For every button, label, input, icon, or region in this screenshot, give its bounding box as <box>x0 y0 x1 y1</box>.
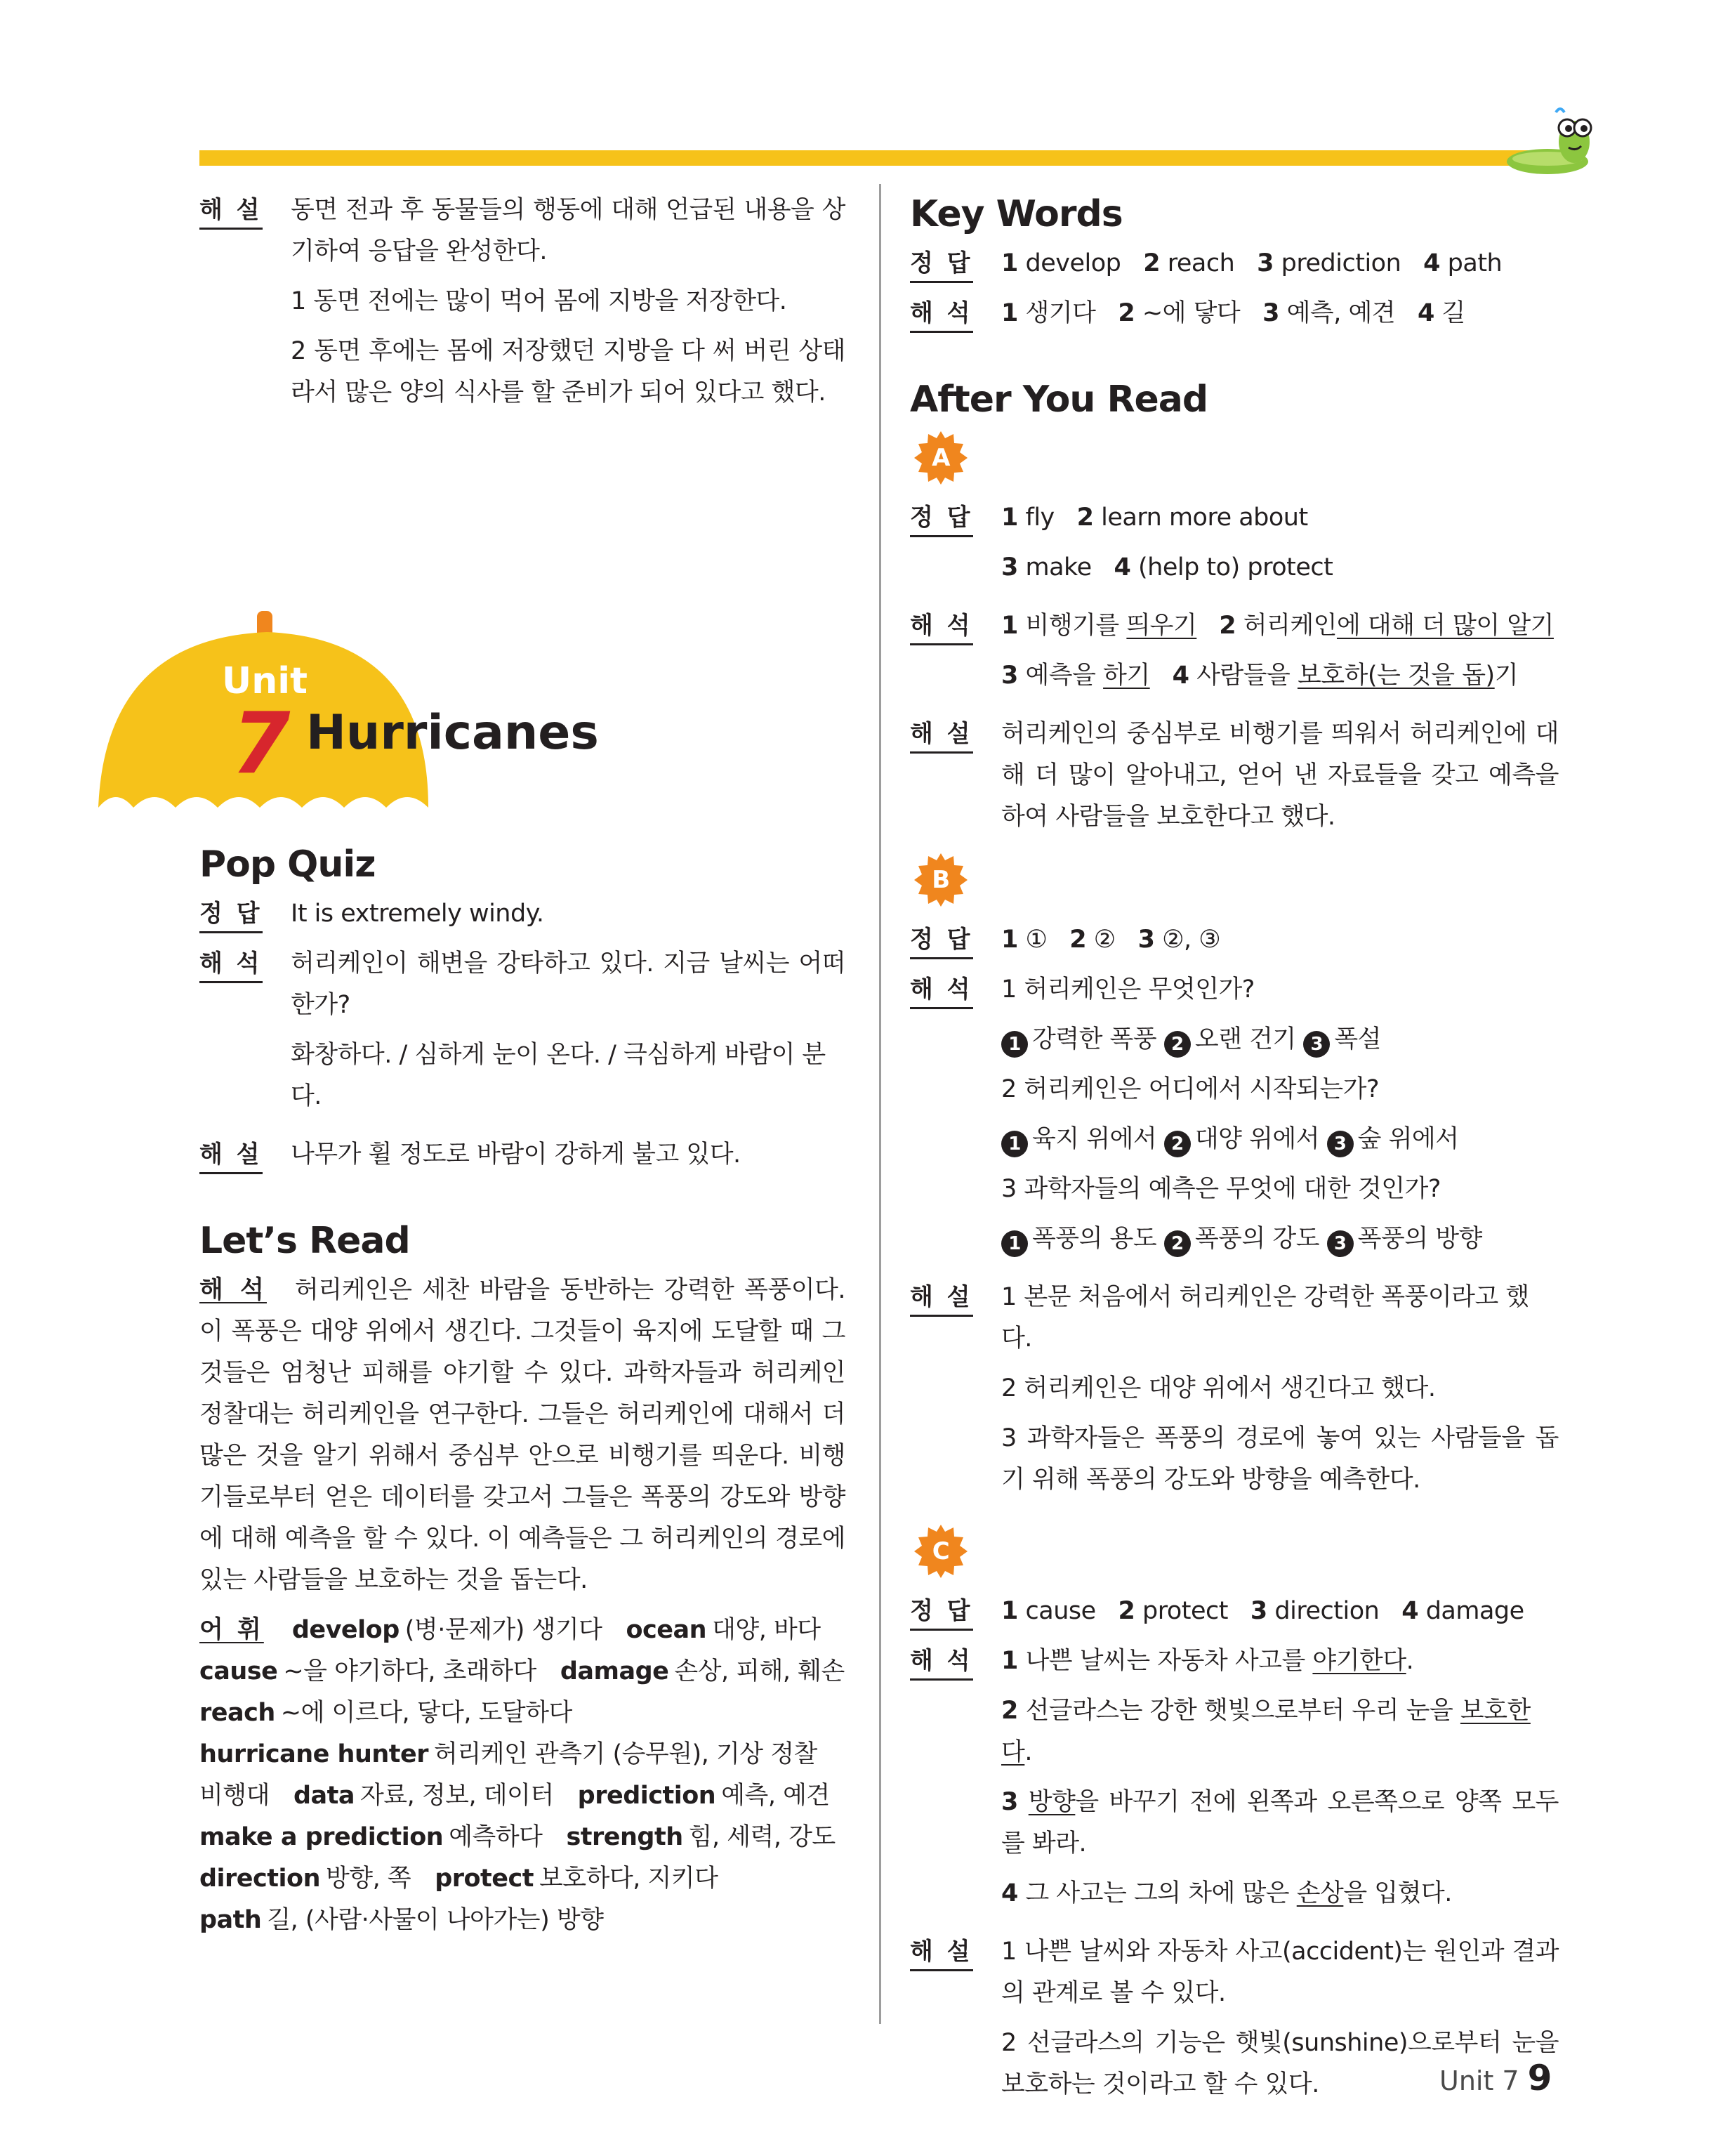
item-number: 1 <box>1001 504 1018 532</box>
vocab-word: direction <box>199 1865 320 1893</box>
item-number: 4 <box>1001 1879 1018 1907</box>
underlined-text: 보호하(는 것을 돕) <box>1297 662 1495 690</box>
underlined-text: 하기 <box>1103 662 1150 690</box>
vocab-meaning: 길, (사람·사물이 나아가는) 방향 <box>267 1906 604 1934</box>
section-c-translation <box>910 1641 1559 1923</box>
item-number: 2 <box>1118 1597 1135 1625</box>
pop-quiz-answer <box>199 893 845 935</box>
item-number: 1 <box>1001 249 1018 277</box>
item-text: 사람들을 <box>1196 662 1298 690</box>
item-number: 1 <box>1001 926 1018 954</box>
answer-list <box>1001 1591 1559 1632</box>
choice-2-icon: 2 <box>1164 1230 1191 1257</box>
vocab-word: cause <box>199 1657 278 1685</box>
label: 해 석 <box>199 1276 267 1304</box>
translation-text: 허리케인이 해변을 강타하고 있다. 지금 날씨는 어떠한가? <box>291 949 845 1019</box>
label: 해 설 <box>910 1281 973 1317</box>
badge-letter: B <box>932 866 950 894</box>
explanation-1: 1 나쁜 날씨와 자동차 사고(accident)는 원인과 결과의 관계로 볼 수 있다. <box>1001 1938 1559 2007</box>
vocab-word: data <box>293 1782 355 1810</box>
item-text: make <box>1025 553 1092 581</box>
item-number: 4 <box>1423 249 1441 277</box>
explanation-text: 나무가 휠 정도로 바람이 강하게 불고 있다. <box>291 1141 741 1169</box>
question-2-options <box>1001 1119 1559 1160</box>
key-words-answer <box>910 243 1559 284</box>
item-number: 3 <box>1001 1788 1018 1816</box>
translation-line <box>1001 655 1559 697</box>
after-you-read-title: After You Read <box>910 379 1208 421</box>
item-number: 3 <box>1250 1597 1267 1625</box>
explanation-2: 2 허리케인은 대양 위에서 생긴다고 했다. <box>1001 1374 1436 1402</box>
key-words-title: Key Words <box>910 193 1123 235</box>
vocab-meaning: ~을 야기하다, 초래하다 <box>283 1657 536 1685</box>
intro-point-2: 2 동면 후에는 몸에 저장했던 지방을 다 써 버린 상태라서 많은 양의 식사를 할 준비가 되어 있다고 했다. <box>291 337 845 407</box>
item-text: 나쁜 날씨는 자동차 사고를 <box>1025 1647 1313 1675</box>
label: 해 석 <box>910 1645 973 1681</box>
item-text: . <box>1024 1738 1032 1766</box>
translation-line <box>1001 1690 1559 1773</box>
choice-2-icon: 2 <box>1164 1131 1191 1157</box>
section-b-translation <box>910 969 1559 1268</box>
page-footer <box>1439 2058 1552 2098</box>
choice-1-icon: 1 <box>1001 1230 1028 1257</box>
item-number: 1 <box>1001 299 1018 327</box>
item-text: 예측을 <box>1025 662 1104 690</box>
vocab-meaning: 손상, 피해, 훼손 <box>674 1657 845 1685</box>
section-a-answer <box>910 497 1559 597</box>
choice-3-icon: 3 <box>1327 1131 1354 1157</box>
answer-line <box>1001 547 1559 589</box>
vocab-meaning: 예측, 예견 <box>721 1782 830 1810</box>
section-b-explanation <box>910 1277 1559 1509</box>
unit-label: Unit <box>222 660 308 702</box>
question-3: 3 과학자들의 예측은 무엇에 대한 것인가? <box>1001 1175 1441 1203</box>
vocab-meaning: 허리케인 관측기 (승무원), 기상 정찰 비행대 <box>199 1740 817 1810</box>
item-text: 을 입혔다. <box>1343 1879 1452 1907</box>
pop-quiz-explanation <box>199 1134 845 1176</box>
item-number: 3 <box>1262 299 1279 327</box>
item-number: 2 <box>1001 1697 1018 1725</box>
section-b-answer <box>910 919 1559 961</box>
item-text: 길 <box>1441 299 1465 327</box>
label: 정 답 <box>910 501 973 537</box>
vocab-word: path <box>199 1906 262 1934</box>
vocab-meaning: 힘, 세력, 강도 <box>688 1823 836 1851</box>
item-number: 2 <box>1219 612 1236 640</box>
underlined-text: 띄우기 <box>1126 612 1197 640</box>
item-number: 3 <box>1137 926 1155 954</box>
option-text: 대양 위에서 <box>1194 1125 1320 1153</box>
label: 정 답 <box>910 247 973 283</box>
item-text: (help to) protect <box>1138 553 1333 581</box>
item-number: 2 <box>1143 249 1161 277</box>
badge-letter: A <box>932 444 950 472</box>
item-number: 2 <box>1118 299 1135 327</box>
item-text: fly <box>1025 504 1055 532</box>
intro-text: 동면 전과 후 동물들의 행동에 대해 언급된 내용을 상기하여 응답을 완성한다. <box>291 196 845 265</box>
vocab-word: strength <box>566 1823 683 1851</box>
vocab-word: reach <box>199 1699 275 1727</box>
translation-text: 허리케인은 세찬 바람을 동반하는 강력한 폭풍이다. 이 폭풍은 대양 위에서 생긴다. 그것들이 육지에 도달할 때 그것들은 엄청난 피해를 야기할 수 있다. 과학자들과 허리케인 정찰대는 허리케인을 연구한다. 그들은 허리케인에 대해서 더 많은 것을 알기 위해서 중심부 안으로 비행기를 띄운다. 비행기들로부터 얻은 데이터를 갖고서 그들은 폭풍의 강도와 방향에 대해 예측을 할 수 있다. 이 예측들은 그 허리케인의 경로에 있는 사람들을 보호하는 것을 돕는다. <box>199 1276 846 1594</box>
explanation-1: 1 본문 처음에서 허리케인은 강력한 폭풍이라고 했다. <box>1001 1283 1529 1353</box>
item-text: 선글라스는 강한 햇빛으로부터 우리 눈을 <box>1025 1697 1460 1725</box>
item-text: 을 바꾸기 전에 왼쪽과 오른쪽으로 양쪽 모두를 봐라. <box>1001 1788 1559 1858</box>
vocab-meaning: ~에 이르다, 닿다, 도달하다 <box>280 1699 572 1727</box>
label: 해 설 <box>199 1138 263 1174</box>
underlined-text: 야기한다 <box>1312 1647 1406 1675</box>
item-number: 3 <box>1001 553 1018 581</box>
key-words-translation <box>910 293 1559 334</box>
left-column-lower <box>199 840 845 1941</box>
choice-2-icon: 2 <box>1164 1031 1191 1058</box>
label: 해 석 <box>199 947 263 983</box>
label: 어 휘 <box>199 1616 264 1644</box>
item-text: 예측, 예견 <box>1286 299 1396 327</box>
item-number: 1 <box>1001 612 1018 640</box>
pop-quiz-translation <box>199 943 845 1126</box>
option-text: 폭풍의 방향 <box>1357 1225 1482 1253</box>
item-number: 2 <box>1076 504 1094 532</box>
item-text: ~에 닿다 <box>1142 299 1241 327</box>
item-text: 비행기를 <box>1025 612 1127 640</box>
translation-line <box>1001 605 1559 647</box>
vocab-meaning: 방향, 쪽 <box>326 1865 411 1893</box>
lets-read-title: Let’s Read <box>199 1220 410 1262</box>
vocab-meaning: 자료, 정보, 데이터 <box>359 1782 554 1810</box>
translation-line <box>1001 1782 1559 1865</box>
vocab-word: make a prediction <box>199 1823 444 1851</box>
vocab-word: develop <box>291 1616 400 1644</box>
item-text: damage <box>1425 1597 1524 1625</box>
vocab-word: hurricane hunter <box>199 1740 429 1768</box>
answer-text: It is extremely windy. <box>291 900 544 928</box>
item-number: 4 <box>1114 553 1131 581</box>
section-a-badge <box>914 431 968 485</box>
vocab-word: damage <box>560 1657 669 1685</box>
underlined-text: 에 대해 더 많이 알기 <box>1336 612 1554 640</box>
vocab-word: ocean <box>626 1616 707 1644</box>
label: 해 석 <box>910 610 973 645</box>
item-text: ②, ③ <box>1162 926 1221 954</box>
question-2: 2 허리케인은 어디에서 시작되는가? <box>1001 1075 1380 1103</box>
right-column <box>910 190 1559 2122</box>
answer-list <box>1001 243 1559 284</box>
answer-line <box>1001 497 1559 539</box>
underlined-text: 손상 <box>1296 1879 1344 1907</box>
item-text: ① <box>1025 926 1048 954</box>
label: 해 석 <box>910 973 973 1009</box>
question-1-options <box>1001 1019 1559 1060</box>
translation-line <box>1001 1641 1559 1682</box>
item-text: reach <box>1167 249 1235 277</box>
item-text: . <box>1406 1647 1414 1675</box>
lets-read-translation <box>199 1270 845 1601</box>
explanation-text: 허리케인의 중심부로 비행기를 띄워서 허리케인에 대해 더 많이 알아내고, 얻어 낸 자료들을 갖고 예측을 하여 사람들을 보호한다고 했다. <box>1001 720 1559 831</box>
explanation-3: 3 과학자들은 폭풍의 경로에 놓여 있는 사람들을 돕기 위해 폭풍의 강도와 방향을 예측한다. <box>1001 1424 1559 1494</box>
item-number: 4 <box>1172 662 1189 690</box>
worm-mascot-icon <box>1496 91 1594 183</box>
label: 정 답 <box>910 1595 973 1631</box>
unit-number: 7 <box>232 695 291 793</box>
question-1: 1 허리케인은 무엇인가? <box>1001 975 1255 1004</box>
translation-list <box>1001 293 1559 334</box>
page-number: 9 <box>1527 2058 1552 2098</box>
item-text: ② <box>1093 926 1116 954</box>
option-text: 폭풍의 강도 <box>1194 1225 1320 1253</box>
question-3-options <box>1001 1218 1559 1260</box>
item-text: prediction <box>1281 249 1401 277</box>
translation-line <box>1001 1873 1559 1914</box>
choice-1-icon: 1 <box>1001 1031 1028 1058</box>
answer-list <box>1001 919 1559 961</box>
underlined-text: 보호한다 <box>1001 1697 1531 1766</box>
choice-1-icon: 1 <box>1001 1131 1028 1157</box>
badge-letter: C <box>932 1537 950 1565</box>
header-bar <box>199 150 1555 166</box>
item-text: 생기다 <box>1025 299 1096 327</box>
item-text: 허리케인 <box>1243 612 1337 640</box>
section-b-badge <box>914 853 968 907</box>
item-number: 1 <box>1001 1597 1018 1625</box>
item-number: 4 <box>1401 1597 1419 1625</box>
underlined-text: 방향 <box>1028 1788 1076 1816</box>
vocab-meaning: 예측하다 <box>449 1823 543 1851</box>
left-column <box>199 190 845 430</box>
vocabulary-list <box>199 1610 845 1941</box>
item-text: protect <box>1142 1597 1229 1625</box>
option-text: 육지 위에서 <box>1032 1125 1157 1153</box>
section-c-answer <box>910 1591 1559 1632</box>
item-text: 그 사고는 그의 차에 많은 <box>1025 1879 1297 1907</box>
intro-explanation <box>199 190 845 422</box>
option-text: 오랜 건기 <box>1194 1025 1296 1053</box>
label: 해 설 <box>910 1935 973 1971</box>
choice-3-icon: 3 <box>1327 1230 1354 1257</box>
label: 정 답 <box>910 923 973 959</box>
vocab-meaning: (병·문제가) 생기다 <box>404 1616 602 1644</box>
translation-options: 화창하다. / 심하게 눈이 온다. / 극심하게 바람이 분다. <box>291 1041 826 1110</box>
column-divider <box>879 184 881 2024</box>
item-number: 2 <box>1069 926 1087 954</box>
vocab-meaning: 대양, 바다 <box>712 1616 821 1644</box>
label: 해 석 <box>910 297 973 333</box>
intro-point-1: 1 동면 전에는 많이 먹어 몸에 지방을 저장한다. <box>291 287 787 315</box>
option-text: 숲 위에서 <box>1357 1125 1459 1153</box>
option-text: 강력한 폭풍 <box>1032 1025 1157 1053</box>
section-a-translation <box>910 605 1559 705</box>
choice-3-icon: 3 <box>1303 1031 1330 1058</box>
item-number: 3 <box>1257 249 1274 277</box>
item-text: 기 <box>1494 662 1518 690</box>
footer-unit: Unit 7 <box>1439 2065 1519 2096</box>
pop-quiz-title: Pop Quiz <box>199 843 376 886</box>
item-number: 3 <box>1001 662 1018 690</box>
item-number: 4 <box>1418 299 1434 327</box>
vocab-word: prediction <box>577 1782 716 1810</box>
vocab-meaning: 보호하다, 지키다 <box>539 1865 718 1893</box>
section-a-explanation <box>910 714 1559 838</box>
label: 해 설 <box>199 194 263 230</box>
item-number: 1 <box>1001 1647 1018 1675</box>
explanation-2: 2 선글라스의 기능은 햇빛(sunshine)으로부터 눈을 보호하는 것이라고 할 수 있다. <box>1001 2029 1559 2098</box>
option-text: 폭설 <box>1334 1025 1381 1053</box>
item-text: develop <box>1025 249 1121 277</box>
unit-title: Hurricanes <box>306 705 599 761</box>
item-text: learn more about <box>1101 504 1308 532</box>
item-text: cause <box>1025 1597 1096 1625</box>
item-text: path <box>1447 249 1503 277</box>
section-c-badge <box>914 1525 968 1578</box>
label: 정 답 <box>199 898 263 933</box>
item-text: direction <box>1274 1597 1380 1625</box>
vocab-word: protect <box>435 1865 534 1893</box>
option-text: 폭풍의 용도 <box>1032 1225 1157 1253</box>
label: 해 설 <box>910 718 973 754</box>
